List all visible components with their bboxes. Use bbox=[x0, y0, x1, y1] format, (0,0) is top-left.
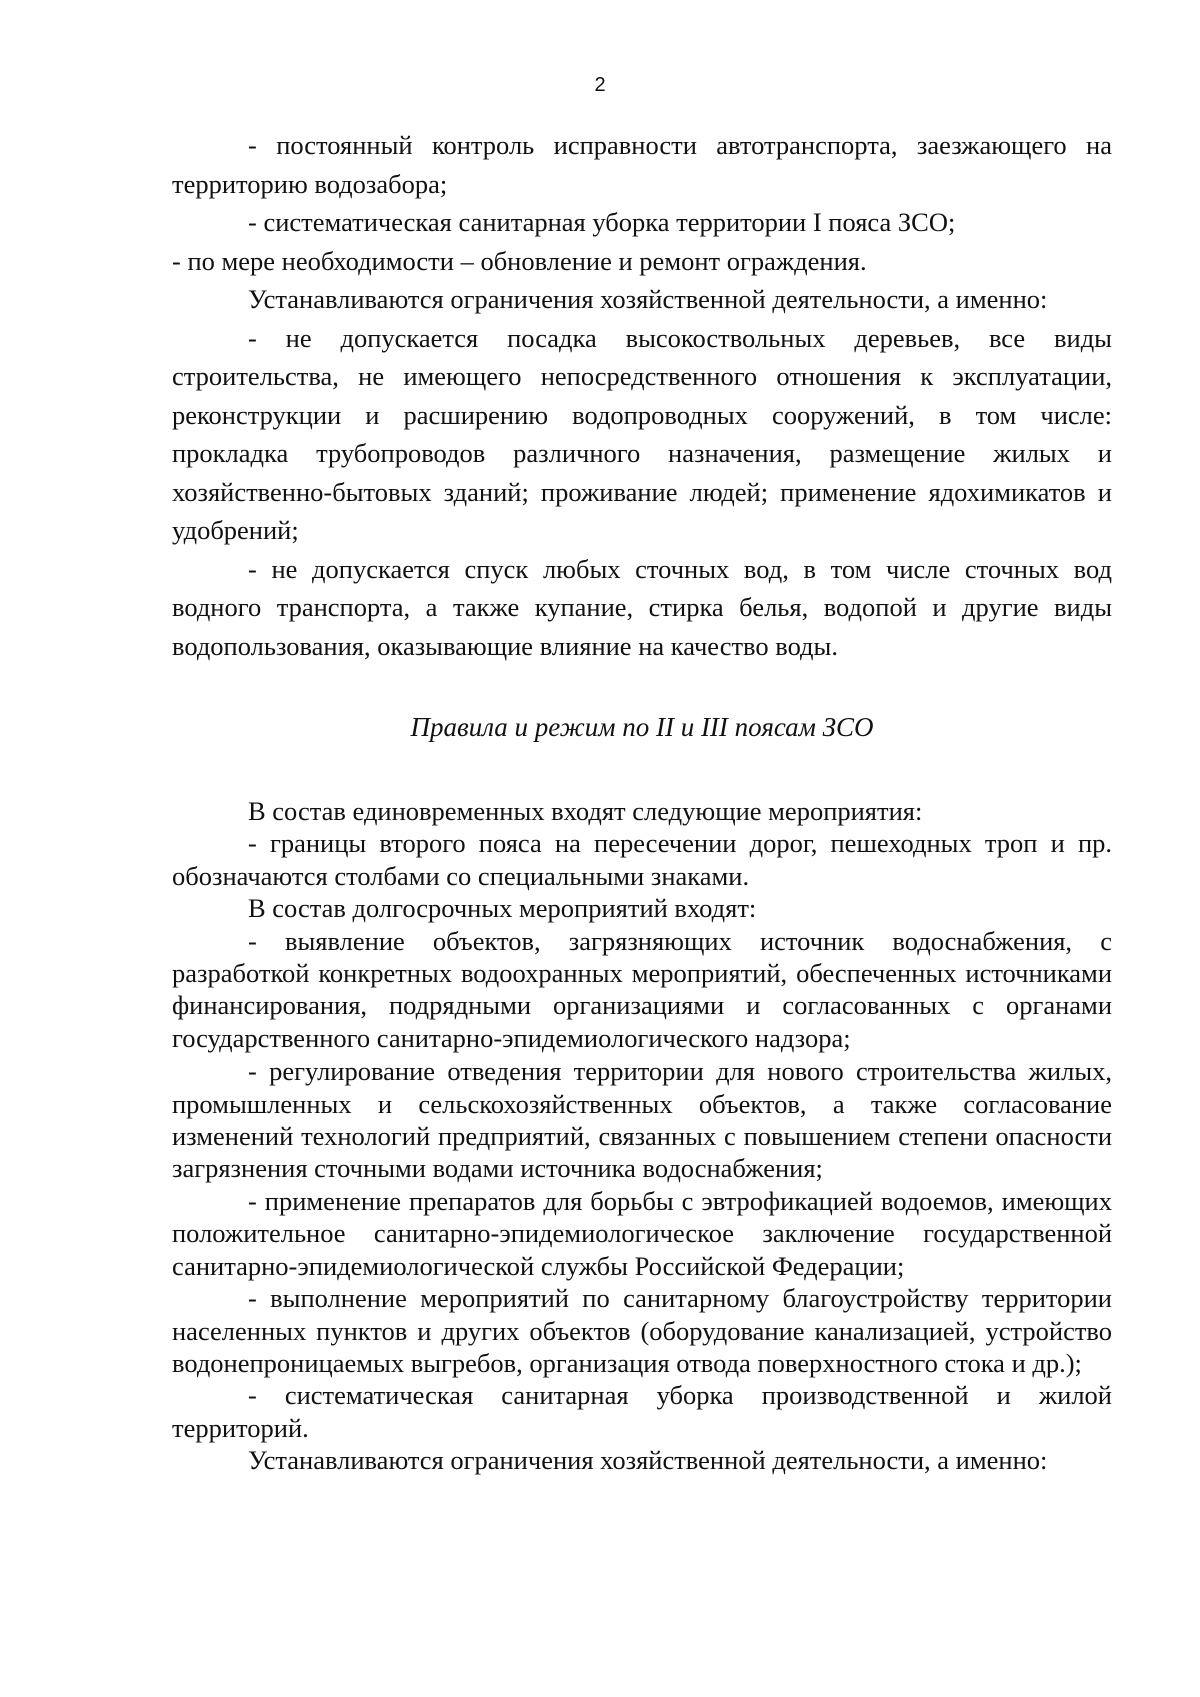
paragraph-eutrophication: - применение препаратов для борьбы с эвтрофикацией водоемов, имеющих положительное санитарно-эпидемиологическое заключение государственной санитарно-эпидемиологической службы Российской Федерации; bbox=[172, 1185, 1112, 1281]
paragraph-one-time-intro: В состав единовременных входят следующие мероприятия: bbox=[248, 796, 923, 826]
paragraph-wastewater-ban: - не допускается спуск любых сточных вод, в том числе сточных вод водного транспорта, а также купание, стирка белья, водопой и другие виды водопользования, оказывающие влияние на качество воды. bbox=[172, 553, 1112, 661]
paragraph-vehicle-control: - постоянный контроль исправности автотранспорта, заезжающего на территорию водозабора; bbox=[172, 130, 1112, 199]
paragraph-boundary-marking: - границы второго пояса на пересечении дорог, пешеходных троп и пр. обозначаются столбами со специальными знаками. bbox=[172, 828, 1112, 891]
section-second-third-belt-measures bbox=[172, 795, 1112, 1477]
paragraph-fence-repair: - по мере необходимости – обновление и ремонт ограждения. bbox=[172, 245, 867, 276]
paragraph-sanitary-cleaning: - систематическая санитарная уборка территории I пояса ЗСО; bbox=[248, 207, 956, 237]
paragraph-construction-ban: - не допускается посадка высокоствольных деревьев, все виды строительства, не имеющего непосредственного отношения к эксплуатации, реконструкции и расширению водопроводных сооружений, в том числе: прокладка трубопроводов различного назначения, размещение жилых и хозяйственно-бытовых зданий; проживание людей; применение ядохимикатов и удобрений; bbox=[172, 322, 1112, 545]
paragraph-restrictions-intro: Устанавливаются ограничения хозяйственной деятельности, а именно: bbox=[248, 284, 1048, 314]
paragraph-restrictions-intro-2: Устанавливаются ограничения хозяйственной деятельности, а именно: bbox=[248, 1445, 1048, 1476]
paragraph-systematic-cleaning: - систематическая санитарная уборка производственной и жилой территорий. bbox=[172, 1380, 1112, 1443]
paragraph-sanitary-improvement: - выполнение мероприятий по санитарному благоустройству территории населенных пунктов и других объектов (оборудование канализацией, устройство водонепроницаемых выгребов, организация отвода поверхностного стока и др.); bbox=[172, 1283, 1112, 1378]
paragraph-long-term-intro: В состав долгосрочных мероприятий входят: bbox=[248, 893, 757, 924]
section-first-belt-measures bbox=[172, 126, 1112, 665]
page-number: 2 bbox=[594, 74, 606, 96]
paragraph-territory-allocation: - регулирование отведения территории для нового строительства жилых, промышленных и сельскохозяйственных объектов, а также согласование изменений технологий предприятий, связанных с повышением степени опасности загрязнения сточными водами источника водоснабжения; bbox=[172, 1056, 1112, 1184]
section-heading: Правила и режим по II и III поясам ЗСО bbox=[410, 712, 874, 742]
paragraph-pollution-sources: - выявление объектов, загрязняющих источник водоснабжения, с разработкой конкретных водоохранных мероприятий, обеспеченных источниками финансирования, подрядными организациями и согласованных с органами государственного санитарно-эпидемиологического надзора; bbox=[172, 925, 1112, 1053]
